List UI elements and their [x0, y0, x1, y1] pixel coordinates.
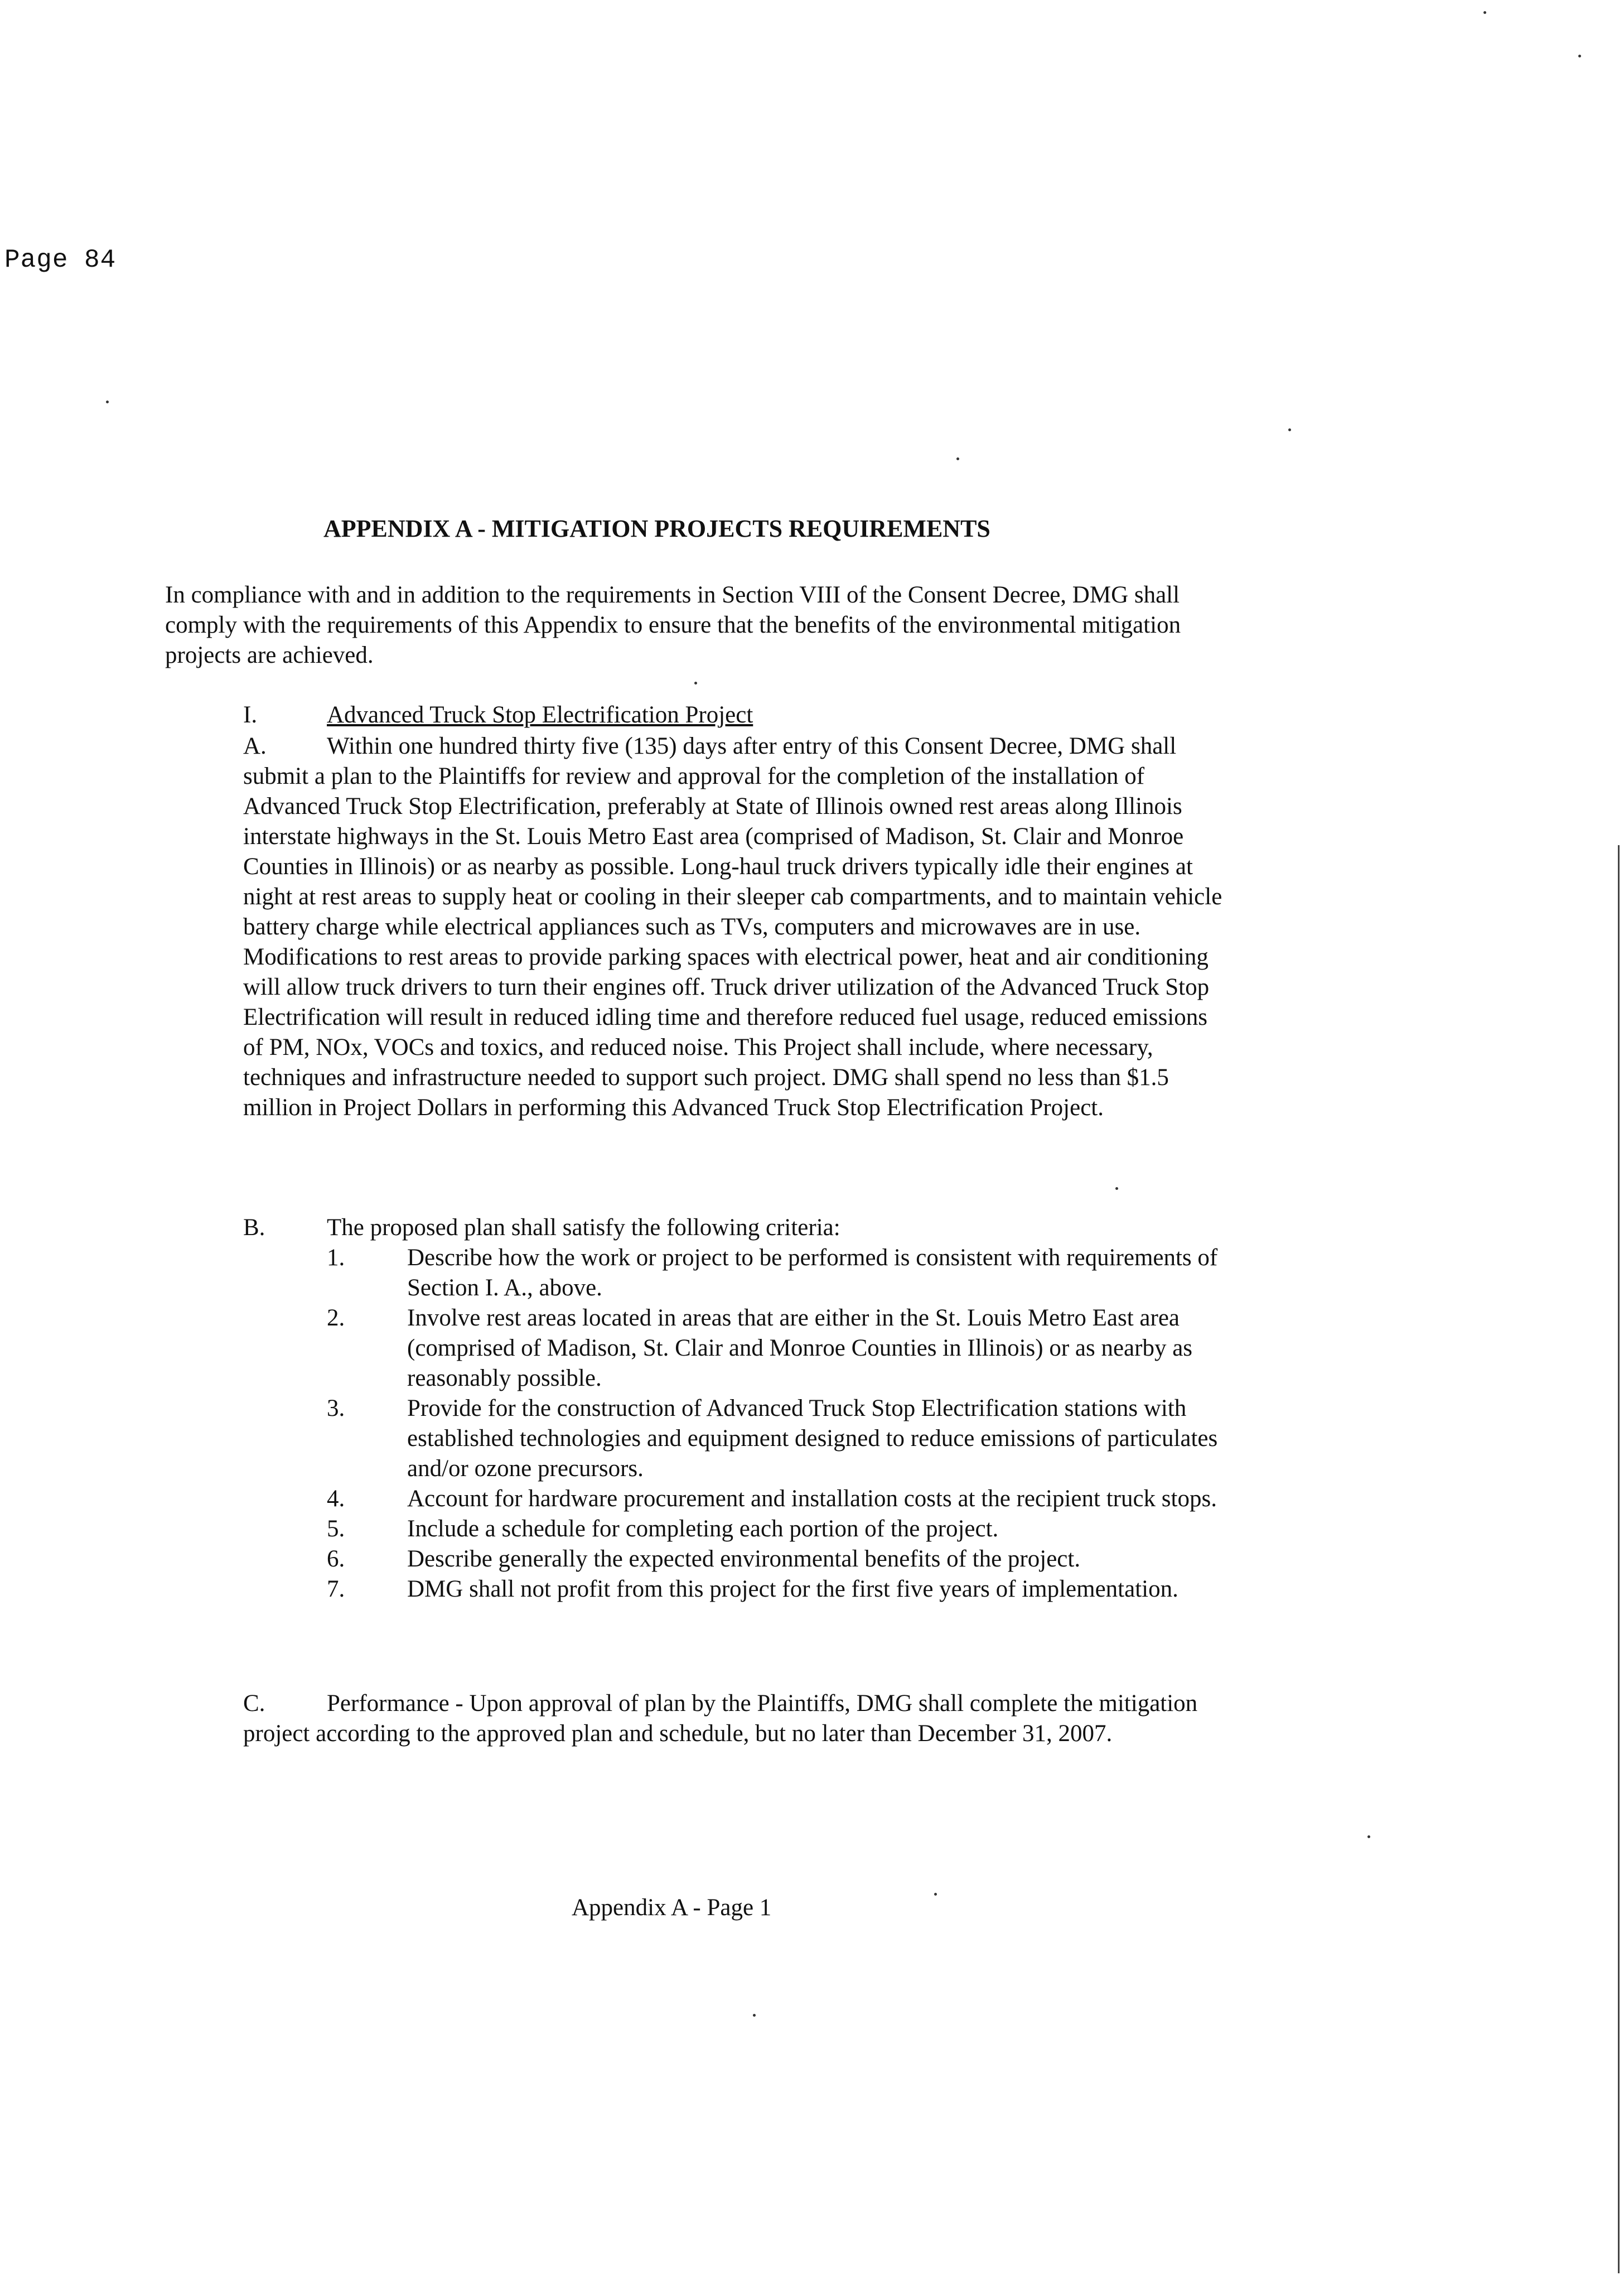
scan-speck: [1578, 55, 1581, 57]
scan-speck: [1483, 11, 1486, 14]
scan-speck: [1367, 1835, 1370, 1838]
paragraph-a-text: Within one hundred thirty five (135) days after entry of this Consent Decree, DMG shall submit a plan to the Plaintiffs for review and approval for the completion of the installation of Advanced Truck Stop Electrification, preferably at State of Illinois owned rest areas along Illinois interstate highways in the St. Louis Metro East area (comprised of Madison, St. Clair and Monroe Counties in Illinois) or as nearby as possible. Long-haul truck drivers typically idle their engines at night at rest areas to supply heat or cooling in their sleeper cab compartments, and to maintain vehicle battery charge while electrical appliances such as TVs, computers and microwaves are in use. Modifications to rest areas to provide parking spaces with electrical power, heat and air conditioning will allow truck drivers to turn their engines off. Truck driver utilization of the Advanced Truck Stop Electrification will result in reduced idling time and therefore reduced fuel usage, reduced emissions of PM, NOx, VOCs and toxics, and reduced noise. This Project shall include, where necessary, techniques and infrastructure needed to support such project. DMG shall spend no less than $1.5 million in Project Dollars in performing this Advanced Truck Stop Electrification Project.: [243, 733, 1222, 1121]
scan-edge-line: [1618, 845, 1620, 2273]
paragraph-c: [243, 1689, 1225, 1749]
criteria-item: [243, 1243, 1225, 1303]
section-number: I.: [243, 702, 258, 728]
criteria-item: [243, 1514, 1225, 1544]
criteria-number: 1.: [327, 1245, 345, 1271]
criteria-number: 6.: [327, 1546, 345, 1572]
criteria-item: [243, 1574, 1225, 1604]
scan-speck: [694, 682, 697, 684]
criteria-number: 7.: [327, 1576, 345, 1602]
criteria-item: [243, 1484, 1225, 1514]
criteria-text: Describe how the work or project to be performed is consistent with requirements of Section I. A., above.: [407, 1245, 1218, 1301]
criteria-text: Involve rest areas located in areas that are either in the St. Louis Metro East area (comprised of Madison, St. Clair and Monroe Counties in Illinois) or as nearby as reasonably possible.: [407, 1305, 1193, 1391]
paragraph-b: [243, 1213, 1225, 1604]
paragraph-b-text: The proposed plan shall satisfy the following criteria:: [327, 1214, 840, 1241]
criteria-text: DMG shall not profit from this project for the first five years of implementation.: [407, 1576, 1178, 1602]
paragraph-c-text: Performance - Upon approval of plan by the Plaintiffs, DMG shall complete the mitigation project according to the approved plan and schedule, but no later than December 31, 2007.: [243, 1690, 1198, 1747]
page-label: Page 84: [4, 245, 117, 274]
criteria-text: Account for hardware procurement and installation costs at the recipient truck stops.: [407, 1486, 1217, 1512]
scan-speck: [1288, 428, 1291, 431]
paragraph-b-label: B.: [243, 1214, 265, 1241]
appendix-title: APPENDIX A - MITIGATION PROJECTS REQUIREMENTS: [323, 515, 990, 542]
criteria-number: 3.: [327, 1395, 345, 1421]
criteria-number: 5.: [327, 1516, 345, 1542]
paragraph-a-label: A.: [243, 733, 267, 759]
scan-speck: [956, 457, 959, 460]
paragraph-a: [243, 731, 1225, 1123]
scan-speck: [1115, 1187, 1118, 1190]
criteria-item: [243, 1544, 1225, 1574]
page-footer: Appendix A - Page 1: [572, 1894, 772, 1921]
criteria-number: 4.: [327, 1486, 345, 1512]
criteria-item: [243, 1394, 1225, 1484]
criteria-list: [243, 1243, 1225, 1604]
section-i-heading: [243, 700, 753, 730]
scan-speck: [753, 2014, 756, 2017]
section-heading-text: Advanced Truck Stop Electrification Project: [327, 702, 753, 728]
criteria-text: Describe generally the expected environmental benefits of the project.: [407, 1546, 1081, 1572]
criteria-number: 2.: [327, 1305, 345, 1331]
criteria-item: [243, 1303, 1225, 1394]
intro-paragraph: In compliance with and in addition to the requirements in Section VIII of the Consent Decree, DMG shall comply with the requirements of this Appendix to ensure that the benefits of the environmental mitigation projects are achieved.: [165, 582, 1181, 668]
criteria-text: Provide for the construction of Advanced Truck Stop Electrification stations with established technologies and equipment designed to reduce emissions of particulates and/or ozone precursors.: [407, 1395, 1218, 1482]
scan-speck: [106, 401, 109, 403]
paragraph-c-label: C.: [243, 1690, 265, 1717]
scan-speck: [934, 1893, 937, 1896]
criteria-text: Include a schedule for completing each portion of the project.: [407, 1516, 999, 1542]
